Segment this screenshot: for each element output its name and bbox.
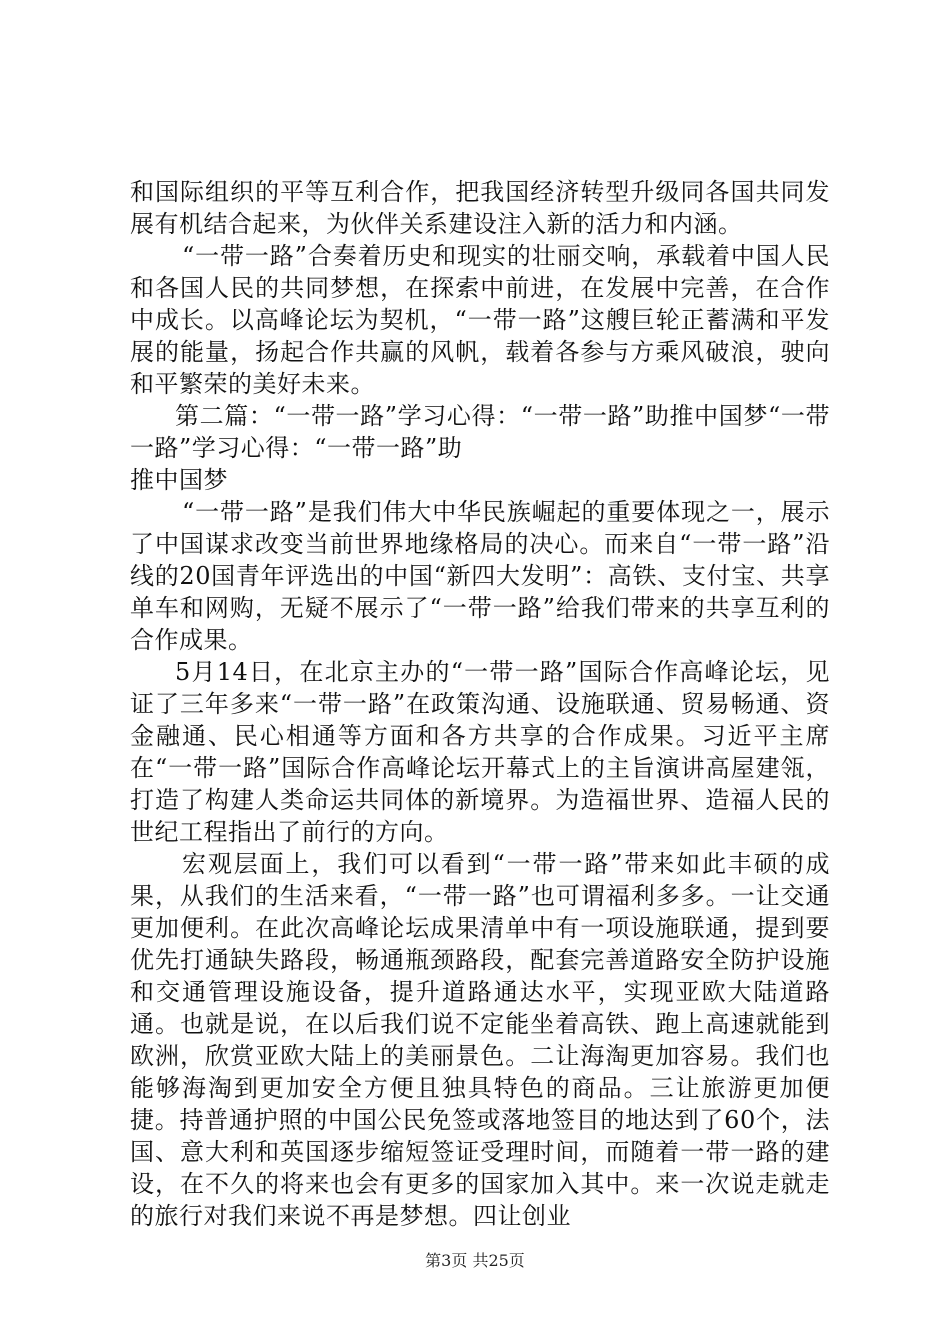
paragraph: 宏观层面上，我们可以看到“一带一路”带来如此丰硕的成果，从我们的生活来看，“一带一路”也可谓福利多多。一让交通更加便利。在此次高峰论坛成果清单中有一项设施联通，提到要优先打通缺失路段，畅通瓶颈路段，配套完善道路安全防护设施和交通管理设施设备，提升道路通达水平，实现亚欧大陆道路通。也就是说，在以后我们说不定能坐着高铁、跑上高速就能到欧洲，欣赏亚欧大陆上的美丽景色。二让海淘更加容易。我们也能够海淘到更加安全方便且独具特色的商品。三让旅游更加便捷。持普通护照的中国公民免签或落地签目的地达到了60个，法国、意大利和英国逐步缩短签证受理时间，而随着一带一路的建设，在不久的将来也会有更多的国家加入其中。来一次说走就走的旅行对我们来说不再是梦想。四让创业 — [130, 850, 830, 1230]
document-body — [130, 176, 830, 1232]
page-number-footer: 第3页 共25页 — [425, 1251, 525, 1270]
paragraph: 5月14日，在北京主办的“一带一路”国际合作高峰论坛，见证了三年多来“一带一路”在政策沟通、设施联通、贸易畅通、资金融通、民心相通等方面和各方共享的合作成果。习近平主席在“一带一路”国际合作高峰论坛开幕式上的主旨演讲高屋建瓴，打造了构建人类命运共同体的新境界。为造福世界、造福人民的世纪工程指出了前行的方向。 — [130, 658, 830, 846]
section-heading-continuation: 推中国梦 — [130, 466, 228, 494]
paragraph: “一带一路”是我们伟大中华民族崛起的重要体现之一，展示了中国谋求改变当前世界地缘格局的决心。而来自“一带一路”沿线的20国青年评选出的中国“新四大发明”：高铁、支付宝、共享单车和网购，无疑不展示了“一带一路”给我们带来的共享互利的合作成果。 — [130, 498, 830, 654]
paragraph: “一带一路”合奏着历史和现实的壮丽交响，承载着中国人民和各国人民的共同梦想，在探索中前进，在发展中完善，在合作中成长。以高峰论坛为契机，“一带一路”这艘巨轮正蓄满和平发展的能量，扬起合作共赢的风帆，载着各参与方乘风破浪，驶向和平繁荣的美好未来。 — [130, 242, 830, 398]
paragraph-continuation: 和国际组织的平等互利合作，把我国经济转型升级同各国共同发展有机结合起来，为伙伴关系建设注入新的活力和内涵。 — [130, 178, 830, 238]
section-heading: 第二篇：“一带一路”学习心得：“一带一路”助推中国梦“一带一路”学习心得：“一带一路”助 — [130, 402, 830, 462]
